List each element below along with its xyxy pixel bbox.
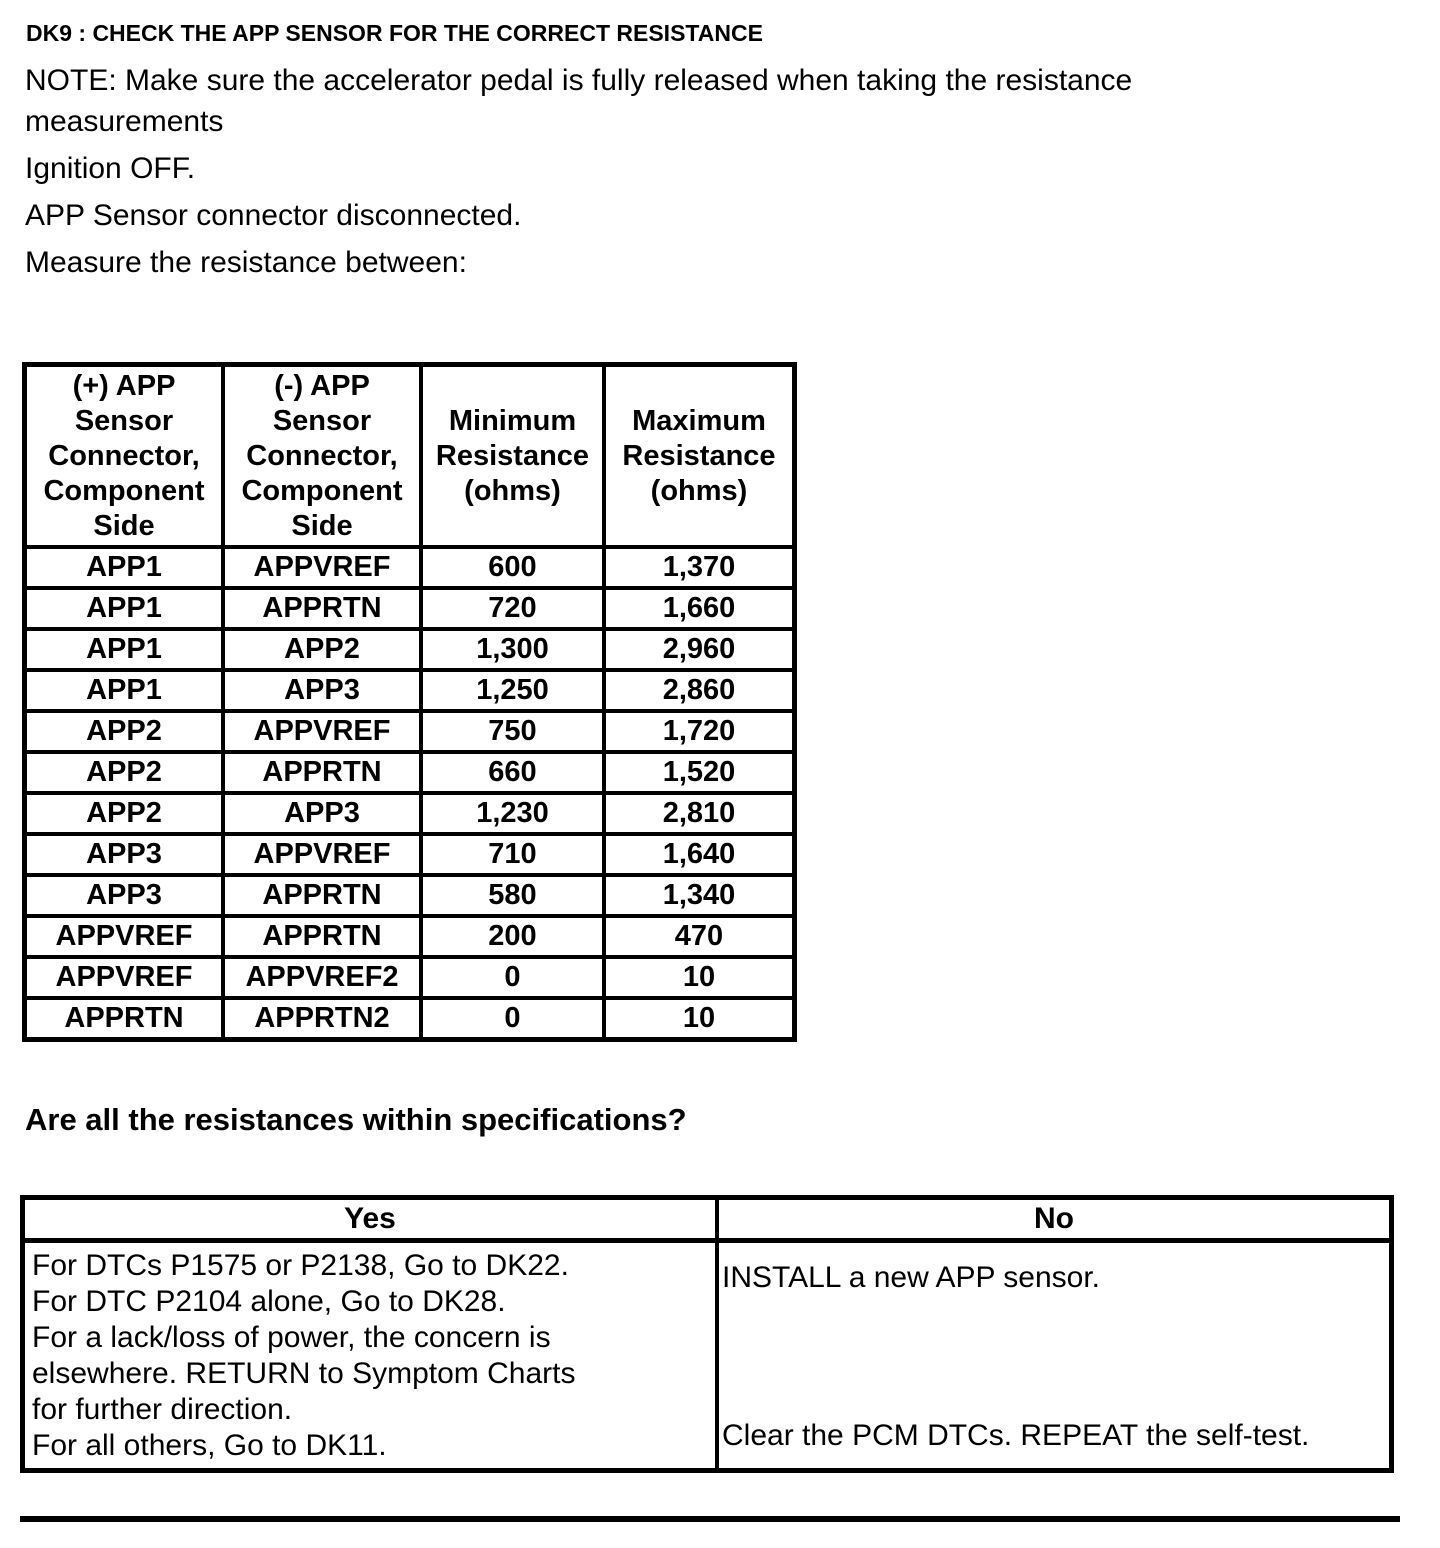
resistance-cell: 1,640 [604, 834, 795, 875]
resistance-table-header [25, 365, 795, 548]
table-row [25, 793, 795, 834]
table-row [25, 834, 795, 875]
procedure-intro [25, 60, 1275, 289]
resistance-cell: APPRTN [223, 588, 421, 629]
yes-no-decision-table [20, 1195, 1394, 1473]
yes-action-line: for further direction. [32, 1393, 293, 1426]
resistance-cell: APP2 [25, 711, 224, 752]
decision-table-body [23, 1241, 1392, 1471]
resistance-cell: 710 [421, 834, 604, 875]
no-action-text [719, 1243, 1389, 1461]
resistance-cell: APP1 [25, 547, 224, 588]
resistance-cell: 1,300 [421, 629, 604, 670]
resistance-cell: 580 [421, 875, 604, 916]
resistance-cell: APPVREF [25, 916, 224, 957]
resistance-cell: 1,520 [604, 752, 795, 793]
section-divider-rule [20, 1516, 1400, 1522]
table-row [25, 916, 795, 957]
table-row [25, 711, 795, 752]
table-row [25, 957, 795, 998]
resistance-cell: APP1 [25, 588, 224, 629]
resistance-cell: 10 [604, 957, 795, 998]
yes-action-cell [23, 1241, 718, 1471]
resistance-cell: APP1 [25, 670, 224, 711]
note-paragraph: NOTE: Make sure the accelerator pedal is fully released when taking the resistance measurements [25, 64, 1133, 138]
resistance-cell: APP3 [25, 834, 224, 875]
yes-action-line: For DTCs P1575 or P2138, Go to DK22. [32, 1249, 569, 1282]
step-connector-disconnected: APP Sensor connector disconnected. [25, 199, 522, 232]
step-measure-resistance: Measure the resistance between: [25, 246, 467, 279]
resistance-cell: 660 [421, 752, 604, 793]
no-header: No [717, 1198, 1392, 1241]
yes-action-line: elsewhere. RETURN to Symptom Charts [32, 1357, 576, 1390]
resistance-cell: 1,250 [421, 670, 604, 711]
table-row [25, 588, 795, 629]
resistance-cell: APPVREF [223, 711, 421, 752]
resistance-spec-table [22, 362, 797, 1042]
resistance-table-body [25, 547, 795, 1040]
resistance-cell: 10 [604, 998, 795, 1040]
yes-header: Yes [23, 1198, 718, 1241]
resistance-cell: APPRTN2 [223, 998, 421, 1040]
yes-action-line: For DTC P2104 alone, Go to DK28. [32, 1285, 506, 1318]
resistance-cell: APP3 [25, 875, 224, 916]
resistance-cell: 720 [421, 588, 604, 629]
no-action-cell [717, 1241, 1392, 1471]
no-action-clear-dtcs: Clear the PCM DTCs. REPEAT the self-test. [722, 1419, 1310, 1452]
header-row [23, 1198, 1392, 1241]
resistance-cell: 1,660 [604, 588, 795, 629]
step-ignition-off: Ignition OFF. [25, 152, 196, 185]
resistance-cell: APPRTN [223, 875, 421, 916]
resistance-cell: 0 [421, 957, 604, 998]
no-action-install: INSTALL a new APP sensor. [722, 1261, 1100, 1294]
table-row [25, 629, 795, 670]
resistance-cell: APPVREF [25, 957, 224, 998]
resistance-cell: APP3 [223, 793, 421, 834]
resistance-cell: 750 [421, 711, 604, 752]
table-row [25, 547, 795, 588]
resistance-cell: 1,230 [421, 793, 604, 834]
resistance-cell: 1,340 [604, 875, 795, 916]
resistance-cell: APPVREF [223, 547, 421, 588]
decision-table-header [23, 1198, 1392, 1241]
yes-action-line: For all others, Go to DK11. [32, 1429, 387, 1462]
resistance-cell: APP2 [25, 752, 224, 793]
resistance-cell: APPRTN [223, 752, 421, 793]
decision-question: Are all the resistances within specifications? [25, 1102, 687, 1137]
table-row [25, 875, 795, 916]
header-row [25, 365, 795, 548]
table-row [25, 998, 795, 1040]
resistance-cell: APPRTN [25, 998, 224, 1040]
resistance-cell: 1,370 [604, 547, 795, 588]
resistance-cell: APP2 [25, 793, 224, 834]
resistance-cell: 2,810 [604, 793, 795, 834]
decision-row [23, 1241, 1392, 1471]
resistance-cell: APPVREF2 [223, 957, 421, 998]
resistance-cell: APP3 [223, 670, 421, 711]
resistance-cell: 600 [421, 547, 604, 588]
resistance-cell: APP2 [223, 629, 421, 670]
resistance-cell: 200 [421, 916, 604, 957]
resistance-cell: APPVREF [223, 834, 421, 875]
header-negative-lead: (-) APP Sensor Connector, Component Side [223, 365, 421, 548]
resistance-cell: 2,860 [604, 670, 795, 711]
yes-action-text [25, 1243, 715, 1468]
resistance-cell: APPRTN [223, 916, 421, 957]
resistance-cell: 2,960 [604, 629, 795, 670]
header-minimum-resistance: Minimum Resistance (ohms) [421, 365, 604, 548]
header-maximum-resistance: Maximum Resistance (ohms) [604, 365, 795, 548]
resistance-cell: 0 [421, 998, 604, 1040]
resistance-cell: 1,720 [604, 711, 795, 752]
page-title: DK9 : CHECK THE APP SENSOR FOR THE CORRECT RESISTANCE [26, 20, 763, 46]
table-row [25, 752, 795, 793]
header-positive-lead: (+) APP Sensor Connector, Component Side [25, 365, 224, 548]
table-row [25, 670, 795, 711]
resistance-cell: APP1 [25, 629, 224, 670]
yes-action-line: For a lack/loss of power, the concern is [32, 1321, 551, 1354]
resistance-cell: 470 [604, 916, 795, 957]
